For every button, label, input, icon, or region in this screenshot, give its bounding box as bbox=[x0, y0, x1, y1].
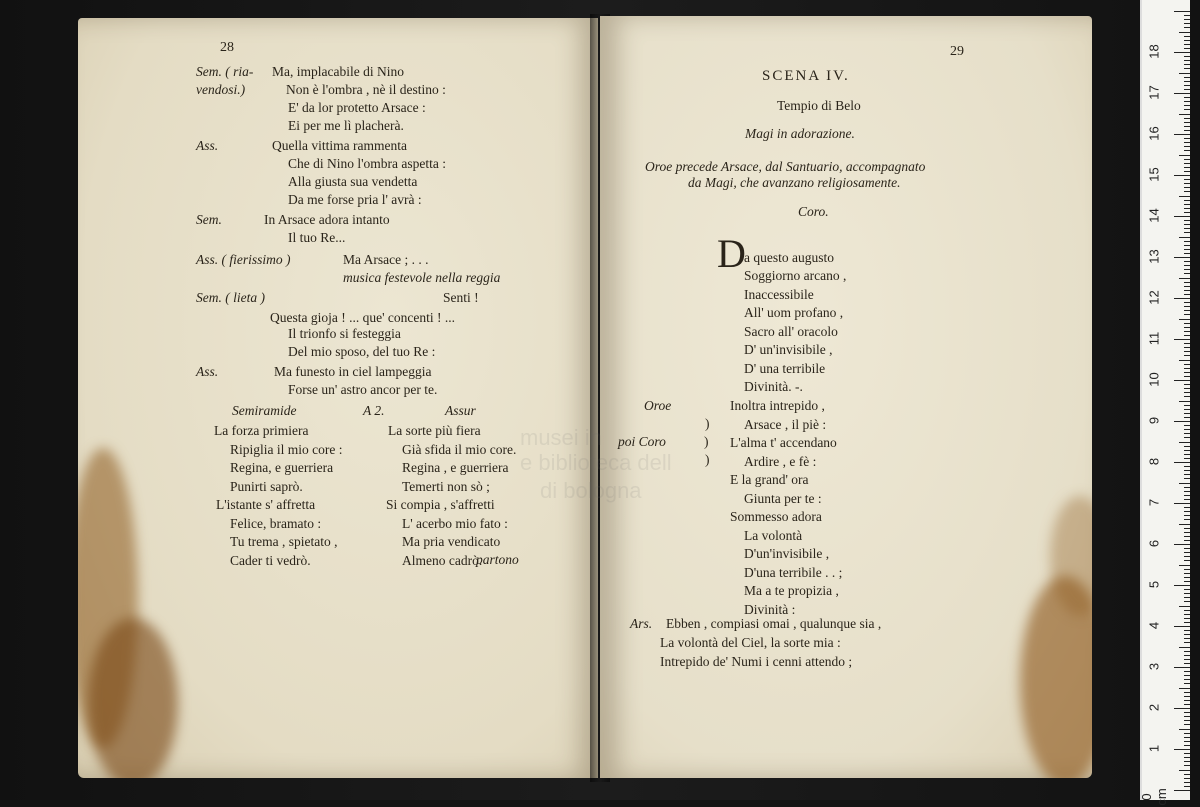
ruler-tick bbox=[1184, 282, 1190, 283]
bracket: ) bbox=[705, 452, 710, 467]
bracket: ) bbox=[705, 416, 710, 431]
ruler-tick bbox=[1184, 659, 1190, 660]
ruler-tick bbox=[1184, 15, 1190, 16]
dialogue-line: Quella vittima rammenta bbox=[272, 138, 407, 153]
ruler-tick bbox=[1184, 474, 1190, 475]
ruler-tick bbox=[1184, 126, 1190, 127]
speaker-label: Ass. bbox=[196, 138, 219, 153]
ruler-tick bbox=[1184, 487, 1190, 488]
ruler-tick bbox=[1184, 294, 1190, 295]
duet-head-a2: A 2. bbox=[363, 403, 385, 418]
ruler-tick bbox=[1184, 593, 1190, 594]
ruler-tick bbox=[1179, 319, 1190, 320]
speaker-label: Sem. ( lieta ) bbox=[196, 290, 265, 305]
ruler-tick bbox=[1184, 343, 1190, 344]
ruler-tick bbox=[1184, 757, 1190, 758]
ruler-tick bbox=[1184, 302, 1190, 303]
ruler-tick bbox=[1179, 32, 1190, 33]
page-number: 29 bbox=[950, 44, 964, 59]
duet-line-assur: Già sfida il mio core. bbox=[402, 441, 517, 457]
dialogue-line: Ma funesto in ciel lampeggia bbox=[274, 364, 432, 379]
ruler-number: 14 bbox=[1146, 208, 1162, 223]
ruler-tick bbox=[1184, 269, 1190, 270]
ruler-tick bbox=[1184, 601, 1190, 602]
ruler-tick bbox=[1184, 355, 1190, 356]
page-number: 28 bbox=[220, 40, 234, 55]
ruler-tick bbox=[1184, 142, 1190, 143]
ruler-tick bbox=[1184, 27, 1190, 28]
ruler-number: 12 bbox=[1146, 290, 1162, 305]
chorus-label: Coro. bbox=[798, 204, 829, 219]
dialogue-line: Il tuo Re... bbox=[288, 230, 346, 245]
dialogue-line: Da me forse pria l' avrà : bbox=[288, 192, 422, 207]
ruler-tick bbox=[1184, 679, 1190, 680]
speaker-label: Sem. ( ria- bbox=[196, 64, 254, 79]
oroe-line: Ma a te propizia , bbox=[744, 583, 839, 598]
ruler-tick bbox=[1184, 507, 1190, 508]
ruler-tick bbox=[1184, 273, 1190, 274]
ruler-tick bbox=[1184, 622, 1190, 623]
ruler-tick bbox=[1184, 425, 1190, 426]
ruler-tick bbox=[1184, 765, 1190, 766]
speaker-oroe: Oroe bbox=[644, 398, 672, 413]
speaker-poi-coro: poi Coro bbox=[618, 434, 666, 449]
ruler-tick bbox=[1184, 138, 1190, 139]
ruler-tick bbox=[1184, 450, 1190, 451]
ruler-tick bbox=[1184, 737, 1190, 738]
ruler-tick bbox=[1184, 581, 1190, 582]
oroe-line: Inoltra intrepido , bbox=[730, 398, 825, 413]
ruler-tick bbox=[1184, 720, 1190, 721]
ruler-tick bbox=[1184, 392, 1190, 393]
ruler-number: 0 cm bbox=[1139, 788, 1169, 806]
ruler-tick bbox=[1174, 708, 1190, 709]
ruler-tick bbox=[1174, 380, 1190, 381]
ruler-tick bbox=[1174, 790, 1190, 791]
ruler-tick bbox=[1184, 306, 1190, 307]
ruler-tick bbox=[1184, 335, 1190, 336]
ruler-tick bbox=[1179, 688, 1190, 689]
ruler-tick bbox=[1184, 327, 1190, 328]
ruler-tick bbox=[1184, 146, 1190, 147]
measuring-ruler bbox=[1139, 0, 1190, 806]
ruler-number: 17 bbox=[1146, 85, 1162, 100]
ruler-tick bbox=[1184, 388, 1190, 389]
ruler-tick bbox=[1179, 524, 1190, 525]
ruler-tick bbox=[1184, 532, 1190, 533]
dialogue-line: Alla giusta sua vendetta bbox=[288, 174, 418, 189]
ruler-tick bbox=[1184, 60, 1190, 61]
ruler-tick bbox=[1184, 331, 1190, 332]
ruler-tick bbox=[1184, 560, 1190, 561]
ruler-tick bbox=[1184, 97, 1190, 98]
ruler-tick bbox=[1184, 212, 1190, 213]
ruler-tick bbox=[1174, 544, 1190, 545]
ruler-tick bbox=[1184, 208, 1190, 209]
ruler-tick bbox=[1184, 610, 1190, 611]
ruler-tick bbox=[1184, 36, 1190, 37]
ruler-tick bbox=[1184, 167, 1190, 168]
ruler-number: 2 bbox=[1146, 703, 1162, 712]
ruler-tick bbox=[1184, 64, 1190, 65]
ruler-tick bbox=[1184, 372, 1190, 373]
ruler-tick bbox=[1174, 175, 1190, 176]
ruler-tick bbox=[1184, 724, 1190, 725]
ruler-tick bbox=[1184, 478, 1190, 479]
ruler-tick bbox=[1184, 224, 1190, 225]
ruler-number: 8 bbox=[1146, 457, 1162, 466]
ruler-tick bbox=[1179, 114, 1190, 115]
ruler-tick bbox=[1184, 786, 1190, 787]
ruler-number: 5 bbox=[1146, 580, 1162, 589]
ruler-tick bbox=[1179, 565, 1190, 566]
ruler-tick bbox=[1184, 548, 1190, 549]
ruler-tick bbox=[1179, 401, 1190, 402]
ruler-tick bbox=[1184, 19, 1190, 20]
ruler-tick bbox=[1179, 770, 1190, 771]
duet-line-semiramide: L'istante s' affretta bbox=[216, 497, 316, 512]
ruler-tick bbox=[1184, 101, 1190, 102]
ruler-tick bbox=[1184, 618, 1190, 619]
ruler-tick bbox=[1174, 93, 1190, 94]
ruler-tick bbox=[1174, 52, 1190, 53]
ruler-number: 18 bbox=[1146, 44, 1162, 59]
ruler-tick bbox=[1184, 68, 1190, 69]
ruler-tick bbox=[1179, 73, 1190, 74]
ruler-tick bbox=[1184, 204, 1190, 205]
ruler-tick bbox=[1184, 200, 1190, 201]
ruler-tick bbox=[1184, 105, 1190, 106]
ruler-tick bbox=[1174, 667, 1190, 668]
ruler-tick bbox=[1184, 573, 1190, 574]
ruler-tick bbox=[1184, 491, 1190, 492]
ruler-tick bbox=[1184, 642, 1190, 643]
duet-line-assur: La sorte più fiera bbox=[388, 423, 481, 438]
ruler-tick bbox=[1184, 48, 1190, 49]
ruler-tick bbox=[1184, 183, 1190, 184]
dialogue-line: Forse un' astro ancor per te. bbox=[288, 382, 438, 397]
ruler-tick bbox=[1184, 655, 1190, 656]
dialogue-line: Ei per me lì placherà. bbox=[288, 118, 404, 133]
ruler-tick bbox=[1184, 413, 1190, 414]
oroe-line: D'un'invisibile , bbox=[744, 546, 830, 561]
duet-line-assur: Si compia , s'affretti bbox=[386, 497, 495, 512]
speaker-arsace: Ars. bbox=[630, 616, 653, 631]
ruler-tick bbox=[1174, 421, 1190, 422]
chorus-line: D' una terribile bbox=[744, 360, 826, 376]
ruler-tick bbox=[1184, 745, 1190, 746]
ruler-tick bbox=[1184, 515, 1190, 516]
ruler-tick bbox=[1184, 171, 1190, 172]
ruler-tick bbox=[1174, 503, 1190, 504]
chorus-line: a questo augusto bbox=[744, 250, 834, 265]
ruler-tick bbox=[1184, 519, 1190, 520]
ruler-tick bbox=[1184, 265, 1190, 266]
ruler-tick bbox=[1184, 396, 1190, 397]
ruler-tick bbox=[1184, 191, 1190, 192]
duet-line-semiramide: Punirti saprò. bbox=[230, 478, 303, 494]
ruler-tick bbox=[1179, 360, 1190, 361]
ruler-tick bbox=[1184, 150, 1190, 151]
ruler-tick bbox=[1184, 761, 1190, 762]
oroe-line: D'una terribile . . ; bbox=[744, 564, 843, 580]
ruler-tick bbox=[1184, 122, 1190, 123]
duet-line-semiramide: Regina, e guerriera bbox=[230, 460, 334, 475]
dialogue-line: In Arsace adora intanto bbox=[264, 212, 390, 227]
ruler-tick bbox=[1179, 442, 1190, 443]
duet-line-semiramide: La forza primiera bbox=[214, 423, 309, 438]
duet-line-assur: Temerti non sò ; bbox=[402, 478, 490, 494]
ruler-tick bbox=[1184, 228, 1190, 229]
ruler-tick bbox=[1174, 585, 1190, 586]
ruler-tick bbox=[1184, 663, 1190, 664]
ruler-number: 4 bbox=[1146, 621, 1162, 630]
oroe-line: L'alma t' accendano bbox=[730, 435, 837, 450]
ruler-tick bbox=[1174, 749, 1190, 750]
duet-line-assur: Regina , e guerriera bbox=[402, 460, 509, 475]
ruler-tick bbox=[1184, 163, 1190, 164]
oroe-line: E la grand' ora bbox=[730, 472, 809, 487]
ruler-tick bbox=[1184, 241, 1190, 242]
ruler-number: 13 bbox=[1146, 249, 1162, 264]
ruler-tick bbox=[1184, 130, 1190, 131]
ruler-tick bbox=[1184, 286, 1190, 287]
ruler-tick bbox=[1184, 159, 1190, 160]
stage-direction: da Magi, che avanzano religiosamente. bbox=[688, 175, 901, 190]
ruler-tick bbox=[1184, 753, 1190, 754]
ruler-tick bbox=[1184, 249, 1190, 250]
dialogue-line: Non è l'ombra , nè il destino : bbox=[286, 82, 446, 97]
ruler-tick bbox=[1184, 81, 1190, 82]
oroe-line: Arsace , il piè : bbox=[744, 416, 827, 432]
ruler-tick bbox=[1184, 446, 1190, 447]
ruler-tick bbox=[1184, 376, 1190, 377]
ruler-tick bbox=[1184, 405, 1190, 406]
ruler-tick bbox=[1184, 511, 1190, 512]
ruler-tick bbox=[1184, 77, 1190, 78]
chorus-line: Inaccessibile bbox=[744, 286, 814, 302]
ruler-tick bbox=[1174, 134, 1190, 135]
ruler-tick bbox=[1184, 323, 1190, 324]
ruler-number: 11 bbox=[1146, 331, 1162, 346]
duet-line-semiramide: Felice, bramato : bbox=[230, 515, 322, 531]
oroe-line: Divinità : bbox=[744, 601, 796, 617]
ruler-tick bbox=[1184, 556, 1190, 557]
ruler-tick bbox=[1184, 499, 1190, 500]
speaker-label: Ass. bbox=[196, 364, 219, 379]
ruler-tick bbox=[1179, 155, 1190, 156]
ruler-tick bbox=[1174, 339, 1190, 340]
ruler-tick bbox=[1184, 118, 1190, 119]
chorus-line: All' uom profano , bbox=[744, 305, 844, 320]
ruler-tick bbox=[1179, 278, 1190, 279]
ruler-tick bbox=[1184, 85, 1190, 86]
ruler-tick bbox=[1184, 733, 1190, 734]
ruler-tick bbox=[1179, 483, 1190, 484]
ruler-tick bbox=[1184, 433, 1190, 434]
dialogue-line: Senti ! bbox=[443, 290, 479, 305]
ruler-tick bbox=[1184, 630, 1190, 631]
stage-direction: Oroe precede Arsace, dal Santuario, accompagnato bbox=[645, 159, 926, 174]
ruler-tick bbox=[1184, 253, 1190, 254]
chorus-line: Sacro all' oracolo bbox=[744, 323, 838, 339]
ruler-tick bbox=[1184, 536, 1190, 537]
ruler-tick bbox=[1184, 409, 1190, 410]
speaker-label: vendosi.) bbox=[196, 82, 246, 97]
ruler-tick bbox=[1184, 437, 1190, 438]
ruler-tick bbox=[1184, 774, 1190, 775]
chorus-line: Soggiorno arcano , bbox=[744, 268, 847, 283]
speaker-label: Ass. ( fierissimo ) bbox=[196, 252, 291, 267]
ruler-tick bbox=[1179, 237, 1190, 238]
ruler-tick bbox=[1184, 23, 1190, 24]
ruler-tick bbox=[1184, 364, 1190, 365]
ruler-tick bbox=[1179, 606, 1190, 607]
right-page bbox=[600, 16, 1092, 778]
ruler-tick bbox=[1184, 40, 1190, 41]
ruler-tick bbox=[1184, 528, 1190, 529]
ruler-number: 6 bbox=[1146, 539, 1162, 548]
ruler-tick bbox=[1174, 462, 1190, 463]
ruler-tick bbox=[1184, 89, 1190, 90]
ruler-tick bbox=[1184, 540, 1190, 541]
duet-line-assur: Almeno cadrò. bbox=[402, 552, 483, 568]
ruler-tick bbox=[1184, 314, 1190, 315]
ruler-tick bbox=[1184, 614, 1190, 615]
ruler-tick bbox=[1184, 675, 1190, 676]
ruler-tick bbox=[1184, 577, 1190, 578]
ruler-tick bbox=[1184, 454, 1190, 455]
ruler-tick bbox=[1184, 683, 1190, 684]
ruler-tick bbox=[1174, 257, 1190, 258]
ruler-tick bbox=[1184, 597, 1190, 598]
ruler-tick bbox=[1184, 651, 1190, 652]
ruler-tick bbox=[1184, 417, 1190, 418]
dialogue-line: Il trionfo si festeggia bbox=[288, 326, 401, 341]
ruler-tick bbox=[1184, 741, 1190, 742]
oroe-line: Giunta per te : bbox=[744, 490, 822, 506]
duet-line-semiramide: Ripiglia il mio core : bbox=[230, 441, 343, 457]
ruler-tick bbox=[1179, 647, 1190, 648]
ruler-tick bbox=[1184, 778, 1190, 779]
ruler-tick bbox=[1184, 179, 1190, 180]
ruler-tick bbox=[1184, 700, 1190, 701]
ruler-tick bbox=[1184, 712, 1190, 713]
drop-capital: D bbox=[717, 231, 746, 276]
ruler-tick bbox=[1184, 589, 1190, 590]
ruler-tick bbox=[1174, 11, 1190, 12]
ruler-tick bbox=[1184, 704, 1190, 705]
ruler-number: 16 bbox=[1146, 126, 1162, 141]
ruler-number: 7 bbox=[1146, 498, 1162, 507]
arsace-line: La volontà del Ciel, la sorte mia : bbox=[660, 635, 841, 650]
duet-line-assur: Ma pria vendicato bbox=[402, 534, 501, 549]
ruler-tick bbox=[1184, 220, 1190, 221]
ruler-tick bbox=[1184, 384, 1190, 385]
duet-line-semiramide: Tu trema , spietato , bbox=[230, 534, 338, 549]
ruler-tick bbox=[1179, 196, 1190, 197]
ruler-tick bbox=[1174, 298, 1190, 299]
ruler-tick bbox=[1184, 716, 1190, 717]
arsace-line: Ebben , compiasi omai , qualunque sia , bbox=[666, 616, 882, 631]
ruler-number: 3 bbox=[1146, 662, 1162, 671]
dialogue-line: Ma, implacabile di Nino bbox=[272, 64, 404, 79]
ruler-tick bbox=[1174, 626, 1190, 627]
stage-direction: musica festevole nella reggia bbox=[343, 270, 501, 285]
dialogue-line: Ma Arsace ; . . . bbox=[343, 252, 429, 267]
stage-direction-exit: partono bbox=[476, 552, 519, 567]
duet-line-assur: L' acerbo mio fato : bbox=[402, 515, 508, 531]
speaker-label: Sem. bbox=[196, 212, 222, 227]
scene-place: Tempio di Belo bbox=[777, 98, 861, 113]
oroe-line: Sommesso adora bbox=[730, 509, 822, 524]
chorus-line: Divinità. -. bbox=[744, 379, 803, 394]
ruler-tick bbox=[1184, 232, 1190, 233]
ruler-tick bbox=[1184, 458, 1190, 459]
ruler-tick bbox=[1179, 729, 1190, 730]
ruler-tick bbox=[1184, 782, 1190, 783]
ruler-number: 10 bbox=[1146, 372, 1162, 387]
arsace-line: Intrepido de' Numi i cenni attendo ; bbox=[660, 654, 853, 669]
scene-title: SCENA IV. bbox=[762, 68, 850, 84]
ruler-tick bbox=[1184, 56, 1190, 57]
ruler-tick bbox=[1184, 245, 1190, 246]
duet-line-semiramide: Cader ti vedrò. bbox=[230, 552, 311, 568]
ruler-tick bbox=[1184, 495, 1190, 496]
ruler-number: 9 bbox=[1146, 416, 1162, 425]
ruler-tick bbox=[1184, 692, 1190, 693]
ruler-tick bbox=[1174, 216, 1190, 217]
dialogue-line: Del mio sposo, del tuo Re : bbox=[288, 344, 436, 359]
ruler-number: 1 bbox=[1146, 744, 1162, 753]
ruler-tick bbox=[1184, 638, 1190, 639]
ruler-tick bbox=[1184, 261, 1190, 262]
oroe-line: Ardire , e fè : bbox=[744, 453, 817, 469]
dialogue-line: Questa gioja ! ... que' concenti ! ... bbox=[270, 310, 455, 325]
ruler-tick bbox=[1184, 290, 1190, 291]
ruler-tick bbox=[1184, 466, 1190, 467]
left-page bbox=[78, 18, 598, 778]
ruler-number: 15 bbox=[1146, 167, 1162, 182]
ruler-tick bbox=[1184, 569, 1190, 570]
ruler-tick bbox=[1184, 696, 1190, 697]
oroe-line: La volontà bbox=[744, 527, 803, 543]
ruler-tick bbox=[1184, 310, 1190, 311]
ruler-tick bbox=[1184, 347, 1190, 348]
ruler-tick bbox=[1184, 470, 1190, 471]
ruler-tick bbox=[1184, 187, 1190, 188]
ruler-tick bbox=[1184, 44, 1190, 45]
ruler-tick bbox=[1184, 109, 1190, 110]
ruler-tick bbox=[1184, 368, 1190, 369]
chorus-line: D' un'invisibile , bbox=[744, 342, 833, 357]
ruler-tick bbox=[1184, 429, 1190, 430]
ruler-tick bbox=[1184, 671, 1190, 672]
dialogue-line: Che di Nino l'ombra aspetta : bbox=[288, 156, 447, 171]
dialogue-line: E' da lor protetto Arsace : bbox=[288, 100, 426, 115]
bracket: ) bbox=[704, 434, 709, 449]
scene-magi: Magi in adorazione. bbox=[745, 126, 855, 141]
water-stain bbox=[88, 618, 178, 778]
duet-head-semiramide: Semiramide bbox=[232, 403, 297, 418]
ruler-tick bbox=[1184, 634, 1190, 635]
ruler-tick bbox=[1184, 351, 1190, 352]
duet-head-assur: Assur bbox=[445, 403, 476, 418]
ruler-tick bbox=[1184, 552, 1190, 553]
